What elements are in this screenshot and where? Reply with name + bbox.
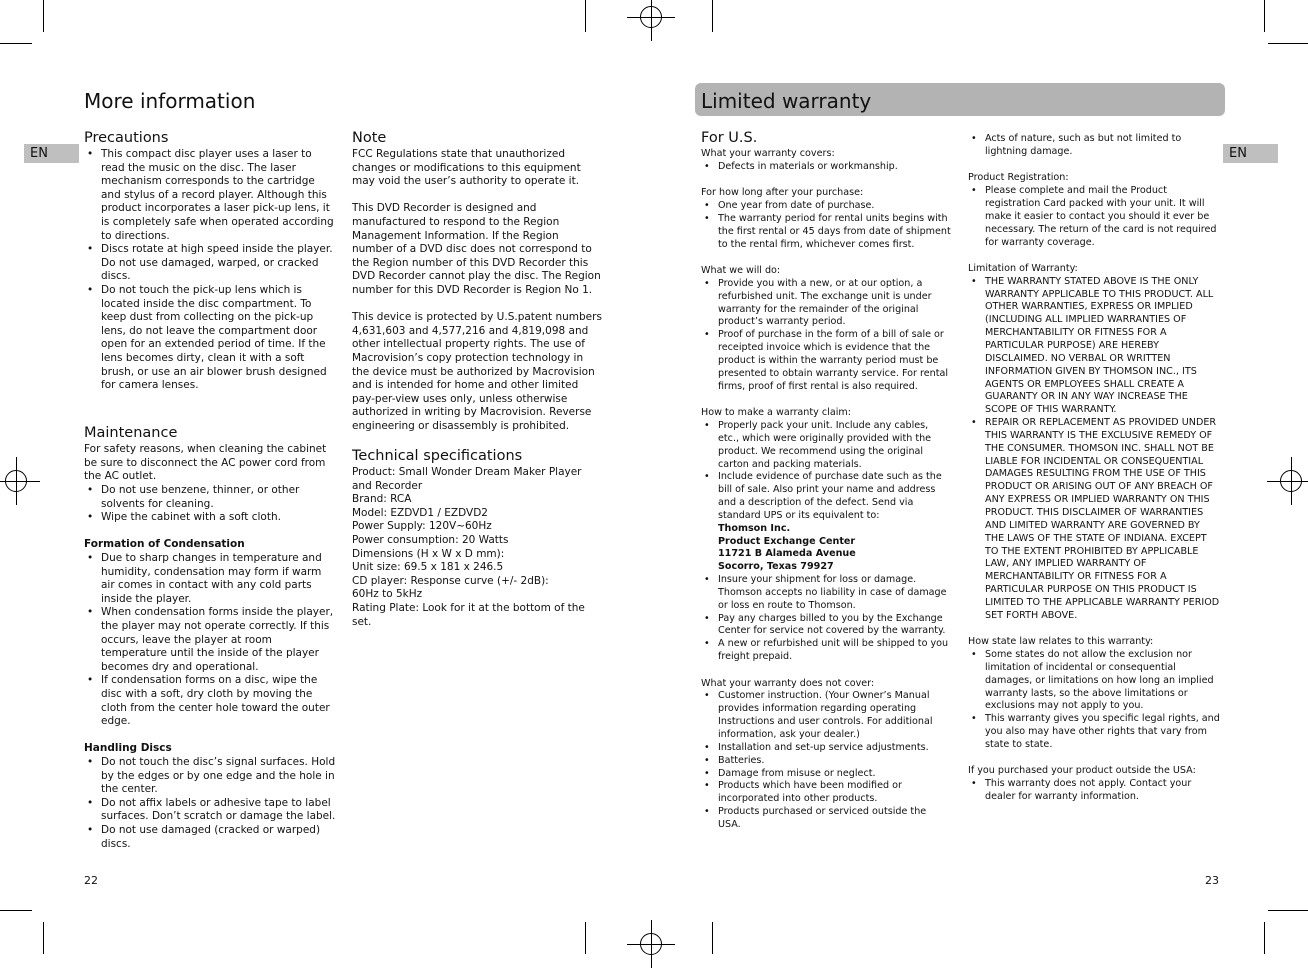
list-item-text: Include evidence of purchase date such as the bill of sale. Also print your name and address and a description of the defect. Send via standard UPS or its equivalent to: — [718, 471, 942, 521]
crop-mark — [43, 0, 44, 32]
list-item: • Batteries. — [701, 755, 951, 768]
subheading: Formation of Condensation — [84, 538, 245, 551]
bullet-list — [84, 756, 336, 851]
list-item: • Installation and set-up service adjustments. — [701, 742, 951, 755]
bullet-list — [968, 778, 1220, 804]
bullet-list — [701, 161, 951, 174]
bullet-list — [701, 200, 951, 251]
page-number: 23 — [1205, 874, 1219, 887]
list-item: • Proof of purchase in the form of a bill of sale or receipted invoice which is evidence that the product is within the warranty period must be presented to obtain warranty service. For rental firms, proof of first rental is also required. — [701, 329, 951, 393]
spec-line: Brand: RCA — [352, 493, 412, 506]
crop-mark — [0, 910, 32, 911]
registration-mark — [1280, 470, 1302, 492]
left-column-2 — [352, 129, 602, 629]
list-item: • If condensation forms on a disc, wipe the disc with a soft, dry cloth by moving the cloth from the center hole toward the outer edge. — [84, 674, 336, 728]
page-title: Limited warranty — [701, 89, 872, 113]
spec-line: Power consumption: 20 Watts — [352, 534, 509, 547]
bullet-list — [701, 278, 951, 394]
spec-line: Model: EZDVD1 / EZDVD2 — [352, 506, 488, 519]
spec-line: Product: Small Wonder Dream Maker Player and Recorder — [352, 466, 582, 492]
bullet-list — [701, 690, 951, 831]
list-item: • This warranty gives you specific legal rights, and you also may have other rights that vary from state to state. — [968, 713, 1220, 752]
bullet-list — [968, 276, 1220, 623]
crop-mark — [1268, 43, 1308, 44]
label: For how long after your purchase: — [701, 187, 864, 199]
bullet-list — [968, 133, 1220, 159]
list-item: • Customer instruction. (Your Owner’s Manual provides information regarding operating Instructions and user controls. For additional information, ask your dealer.) — [701, 690, 951, 741]
label: How to make a warranty claim: — [701, 407, 851, 419]
list-item: • Insure your shipment for loss or damage. Thomson accepts no liability in case of damage or loss en route to Thomson. — [701, 574, 951, 613]
list-item: • Provide you with a new, or at our option, a refurbished unit. The exchange unit is under warranty for the remainder of the original product’s warranty period. — [701, 278, 951, 329]
paragraph: This DVD Recorder is designed and manufactured to respond to the Region Management Information. If the Region number of a DVD disc does not correspond to the Region number of this DVD Recorder this DVD Recorder cannot play the disc. The Region number for this DVD Recorder is Region No 1. — [352, 202, 601, 296]
right-column-1 — [701, 129, 951, 832]
paragraph: For safety reasons, when cleaning the cabinet be sure to disconnect the AC power cord from the AC outlet. — [84, 443, 327, 483]
section-heading: For U.S. — [701, 130, 758, 146]
list-item: • A new or refurbished unit will be shipped to you freight prepaid. — [701, 638, 951, 664]
crop-mark — [712, 922, 713, 954]
language-tab: EN — [1223, 144, 1278, 163]
spec-line: Rating Plate: Look for it at the bottom of the set. — [352, 602, 585, 628]
list-item: • When condensation forms inside the player, the player may not operate correctly. If this occurs, leave the player at room temperature until the inside of the player becomes dry and operational. — [84, 606, 336, 674]
spec-line: Dimensions (H x W x D mm): — [352, 547, 505, 560]
address-line: Socorro, Texas 79927 — [718, 561, 834, 573]
crop-mark — [712, 0, 713, 32]
left-column-1 — [84, 129, 336, 851]
list-item: • Properly pack your unit. Include any cables, etc., which were originally provided with the product. We recommend using the original carton and packing materials. — [701, 420, 951, 471]
list-item: • Do not use damaged (cracked or warped) discs. — [84, 824, 336, 851]
list-item: • Do not touch the pick-up lens which is located inside the disc compartment. To keep dust from collecting on the pick-up lens, do not leave the compartment door open for an extended period of time. If the lens becomes dirty, clean it with a soft brush, or use an air blower brush designed for camera lenses. — [84, 284, 336, 393]
spec-line: CD player: Response curve (+/- 2dB): — [352, 574, 549, 587]
list-item: • Damage from misuse or neglect. — [701, 768, 951, 781]
crop-mark — [1264, 0, 1265, 32]
section-heading: Precautions — [84, 130, 169, 146]
page-title: More information — [84, 89, 256, 113]
bullet-list — [84, 552, 336, 729]
list-item: • Do not use benzene, thinner, or other solvents for cleaning. — [84, 484, 336, 511]
list-item: • Wipe the cabinet with a soft cloth. — [84, 511, 336, 525]
bullet-list — [84, 148, 336, 393]
title-banner — [695, 83, 1225, 116]
bullet-list — [968, 185, 1220, 249]
list-item: • Acts of nature, such as but not limited to lightning damage. — [968, 133, 1220, 159]
subheading: Handling Discs — [84, 742, 172, 755]
list-item: • Some states do not allow the exclusion nor limitation of incidental or consequential damages, or limitations on how long an implied warranty lasts, so the above limitations or exclusions may not apply to you. — [968, 649, 1220, 713]
page-number: 22 — [84, 874, 98, 887]
label: What we will do: — [701, 265, 781, 277]
section-heading: Technical specifications — [352, 448, 523, 465]
label: Product Registration: — [968, 172, 1069, 184]
paragraph: FCC Regulations state that unauthorized changes or modifications to this equipment may void the user’s authority to operate it. — [352, 148, 581, 188]
label: Limitation of Warranty: — [968, 262, 1078, 274]
list-item: • This compact disc player uses a laser to read the music on the disc. The laser mechanism corresponds to the cartridge and stylus of a record player. Although this product incorporates a laser pick-up lens, it is completely safe when operated according to directions. — [84, 148, 336, 243]
label: What your warranty covers: — [701, 148, 835, 159]
list-item: • Please complete and mail the Product registration Card packed with your unit. It will make it easier to contact you should it ever be necessary. The return of the card is not required for warranty coverage. — [968, 185, 1220, 249]
crop-mark — [43, 922, 44, 954]
list-item: • This warranty does not apply. Contact your dealer for warranty information. — [968, 778, 1220, 804]
list-item: • THE WARRANTY STATED ABOVE IS THE ONLY WARRANTY APPLICABLE TO THIS PRODUCT. ALL OTHER WARRANTIES, EXPRESS OR IMPLIED (INCLUDING ALL IMPLIED WARRANTIES OF MERCHANTABILITY OR FITNESS FOR A PARTICULAR PURPOSE) ARE HEREBY DISCLAIMED. NO VERBAL OR WRITTEN INFORMATION GIVEN BY THOMSON INC., ITS AGENTS OR EMPLOYEES SHALL CREATE A GUARANTY OR IN ANY WAY INCREASE THE SCOPE OF THIS WARRANTY. — [968, 276, 1220, 417]
list-item: • REPAIR OR REPLACEMENT AS PROVIDED UNDER THIS WARRANTY IS THE EXCLUSIVE REMEDY OF THE CONSUMER. THOMSON INC. SHALL NOT BE LIABLE FOR INCIDENTAL OR CONSEQUENTIAL DAMAGES RESULTING FROM THE USE OF THIS PRODUCT OR ARISING OUT OF ANY BREACH OF ANY EXPRESS OR IMPLIED WARRANTY ON THIS PRODUCT. THIS DISCLAIMER OF WARRANTIES AND LIMITED WARRANTY ARE GOVERNED BY THE LAWS OF THE STATE OF INDIANA. EXCEPT TO THE EXTENT PROHIBITED BY APPLICABLE LAW, ANY IMPLIED WARRANTY OF MERCHANTABILITY OR FITNESS FOR A PARTICULAR PURPOSE ON THIS PRODUCT IS LIMITED TO THE APPLICABLE WARRANTY PERIOD SET FORTH ABOVE. — [968, 417, 1220, 623]
address-line: Thomson Inc. — [718, 522, 791, 534]
spec-line: Unit size: 69.5 x 181 x 246.5 — [352, 561, 504, 574]
list-item: • Defects in materials or workmanship. — [701, 161, 951, 174]
label: How state law relates to this warranty: — [968, 636, 1154, 648]
list-item: • Products which have been modified or incorporated into other products. — [701, 780, 951, 806]
crop-mark — [585, 922, 586, 954]
list-item: • One year from date of purchase. — [701, 200, 951, 213]
bullet-list — [84, 484, 336, 525]
list-item: • The warranty period for rental units begins with the first rental or 45 days from date of shipment to the rental firm, whichever comes first. — [701, 213, 951, 252]
list-item: • Due to sharp changes in temperature and humidity, condensation may form if warm air comes in contact with any cold parts inside the player. — [84, 552, 336, 606]
bullet-list — [968, 649, 1220, 752]
label: What your warranty does not cover: — [701, 677, 875, 689]
list-item: • Do not touch the disc’s signal surfaces. Hold by the edges or by one edge and the hole in the center. — [84, 756, 336, 797]
crop-mark — [1264, 922, 1265, 954]
list-item: • Products purchased or serviced outside the USA. — [701, 806, 951, 832]
section-heading: Maintenance — [84, 425, 178, 442]
language-tab: EN — [24, 144, 79, 163]
crop-mark — [0, 43, 32, 44]
crop-mark — [1268, 910, 1308, 911]
section-heading: Note — [352, 130, 387, 146]
address-line: Product Exchange Center — [718, 535, 856, 547]
list-item: • Do not affix labels or adhesive tape to label surfaces. Don’t scratch or damage the label. — [84, 797, 336, 824]
registration-mark — [640, 6, 662, 28]
crop-mark — [585, 0, 586, 32]
registration-mark — [640, 933, 662, 955]
list-item: • Pay any charges billed to you by the Exchange Center for service not covered by the warranty. — [701, 613, 951, 639]
list-item: • Discs rotate at high speed inside the player. Do not use damaged, warped, or cracked discs. — [84, 243, 336, 284]
spec-line: Power Supply: 120V~60Hz — [352, 520, 492, 533]
registration-mark — [5, 470, 27, 492]
address-line: 11721 B Alameda Avenue — [718, 548, 856, 560]
right-column-2 — [968, 133, 1220, 804]
bullet-list — [701, 420, 951, 664]
label: If you purchased your product outside the USA: — [968, 765, 1196, 777]
paragraph: This device is protected by U.S.patent numbers 4,631,603 and 4,577,216 and 4,819,098 and other intellectual property rights. The use of Macrovision’s copy protection technology in the device must be authorized by Macrovision and is intended for home and other limited pay-per-view uses only, unless otherwise authorized in writing by Macrovision. Reverse engineering or disassembly is prohibited. — [352, 311, 602, 432]
list-item — [701, 471, 951, 574]
spec-line: 60Hz to 5kHz — [352, 588, 423, 601]
